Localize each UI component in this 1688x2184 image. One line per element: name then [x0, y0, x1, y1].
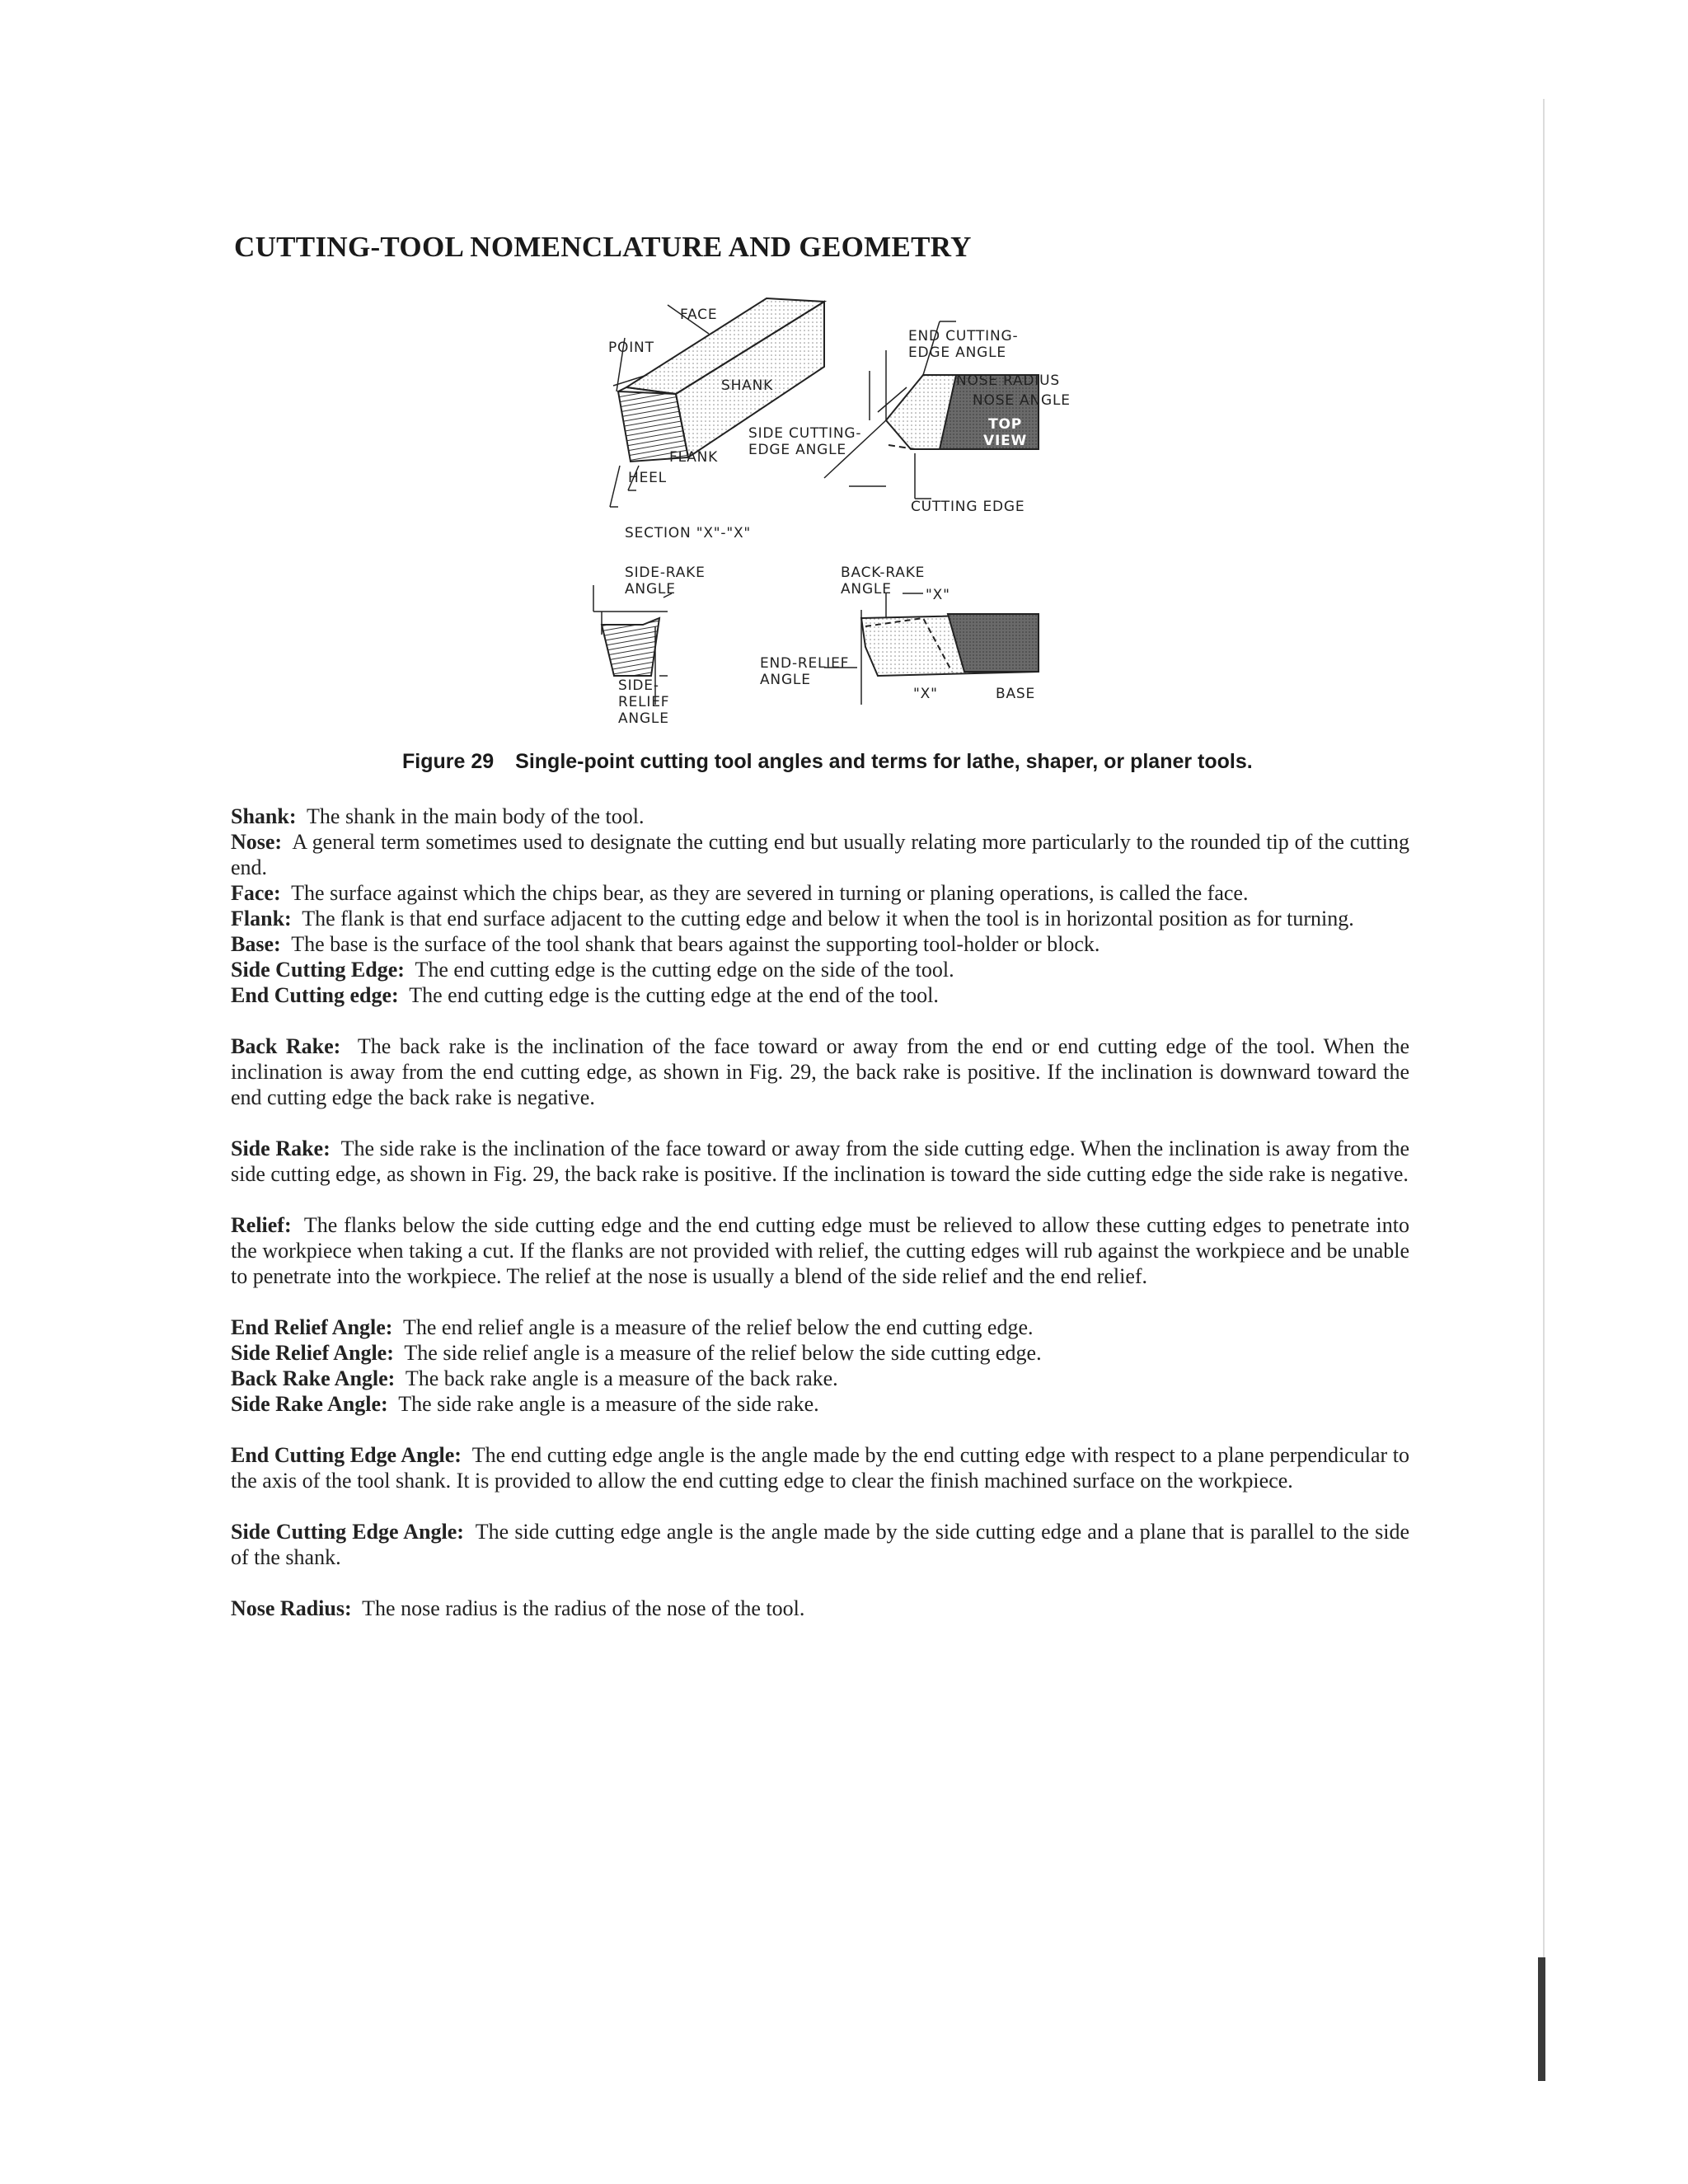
definition-text: The end cutting edge is the cutting edge at the end of the tool. — [409, 983, 939, 1007]
figure-caption — [402, 750, 1253, 774]
definition-text: The back rake angle is a measure of the back rake. — [405, 1366, 838, 1390]
label-side-relief-angle: SIDE- RELIEF ANGLE — [618, 677, 670, 727]
page-title: CUTTING-TOOL NOMENCLATURE AND GEOMETRY — [234, 231, 972, 263]
definition-term: Face: — [231, 881, 281, 905]
tool-diagram-figure — [577, 288, 1104, 733]
definition-term: End Cutting Edge Angle: — [231, 1443, 462, 1467]
definition-side-rake-angle — [231, 1391, 1409, 1417]
definition-back-rake-angle — [231, 1366, 1409, 1391]
label-nose-radius: NOSE RADIUS — [956, 373, 1060, 389]
page-edge-shadow — [1538, 1957, 1545, 2081]
definition-side-cutting-edge — [231, 957, 1409, 982]
paragraph-nose-radius — [231, 1596, 1409, 1621]
definition-text: A general term sometimes used to designate the cutting end but usually relating more particularly to the rounded tip of the cutting end. — [231, 830, 1409, 879]
definition-flank — [231, 906, 1409, 931]
definition-text: The end cutting edge is the cutting edge on the side of the tool. — [415, 958, 954, 982]
definition-term: Side Rake Angle: — [231, 1392, 388, 1416]
label-cutting-edge: CUTTING EDGE — [911, 499, 1025, 515]
figure-caption-text: Single-point cutting tool angles and terms for lathe, shaper, or planer tools. — [515, 750, 1253, 773]
label-section-xx: SECTION "X"-"X" — [625, 525, 752, 541]
label-side-cutting-edge-angle: SIDE CUTTING- EDGE ANGLE — [748, 425, 862, 458]
definition-text: The base is the surface of the tool shank that bears against the supporting tool-holder or block. — [291, 932, 1100, 956]
label-end-relief-angle: END-RELIEF ANGLE — [760, 655, 850, 688]
label-x-top: "X" — [926, 587, 950, 603]
definition-term: Side Cutting Edge Angle: — [231, 1520, 464, 1544]
paragraph-side-rake — [231, 1136, 1409, 1187]
label-base: BASE — [996, 686, 1036, 702]
definition-text: The flanks below the side cutting edge and the end cutting edge must be relieved to allow these cutting edges to penetrate into the workpiece when taking a cut. If the flanks are not provided with relief, the cutting edges will rub against the workpiece and be unable to penetrate into the workpiece. The relief at the nose is usually a blend of the side relief and the end relief. — [231, 1213, 1409, 1288]
label-point: POINT — [608, 340, 654, 356]
definition-term: Base: — [231, 932, 281, 956]
definition-side-relief-angle — [231, 1340, 1409, 1366]
definition-term: End Relief Angle: — [231, 1315, 393, 1339]
definition-text: The back rake is the inclination of the face toward or away from the end or end cutting edge of the tool. When the inclination is away from the end cutting edge, as shown in Fig. 29, the back rake is positive. If the inclination is downward toward the end cutting edge the back rake is negative. — [231, 1034, 1410, 1109]
definition-text: The side rake angle is a measure of the side rake. — [398, 1392, 819, 1416]
label-flank: FLANK — [669, 449, 719, 466]
definition-term: Side Relief Angle: — [231, 1341, 394, 1365]
figure-caption-number: Figure 29 — [402, 750, 495, 773]
definition-term: Nose: — [231, 830, 283, 854]
definition-term: Relief: — [231, 1213, 292, 1237]
definition-term: Side Cutting Edge: — [231, 958, 405, 982]
definition-text: The nose radius is the radius of the nose of the tool. — [362, 1596, 805, 1620]
definition-text: The surface against which the chips bear, as they are severed in turning or planing operations, is called the face. — [291, 881, 1249, 905]
label-back-rake-angle: BACK-RAKE ANGLE — [841, 565, 926, 598]
definitions-block — [231, 804, 1409, 1621]
label-face: FACE — [680, 307, 718, 323]
definition-nose — [231, 829, 1409, 880]
page-edge-line — [1543, 99, 1545, 2077]
definition-text: The flank is that end surface adjacent to the cutting edge and below it when the tool is in horizontal position as for turning. — [302, 907, 1354, 930]
definition-end-cutting-edge — [231, 982, 1409, 1008]
definition-term: Back Rake: — [231, 1034, 341, 1058]
paragraph-back-rake — [231, 1033, 1409, 1110]
label-nose-angle: NOSE ANGLE — [973, 392, 1071, 409]
label-shank: SHANK — [721, 377, 774, 394]
definition-term: Side Rake: — [231, 1137, 331, 1160]
label-side-rake-angle: SIDE-RAKE ANGLE — [625, 565, 706, 598]
paragraph-relief — [231, 1212, 1409, 1289]
definition-base — [231, 931, 1409, 957]
definition-term: End Cutting edge: — [231, 983, 399, 1007]
label-heel: HEEL — [628, 470, 667, 486]
definition-term: Flank: — [231, 907, 292, 930]
definition-face — [231, 880, 1409, 906]
label-x-bottom: "X" — [913, 686, 938, 702]
definition-term: Shank: — [231, 804, 297, 828]
definition-shank — [231, 804, 1409, 829]
definition-text: The shank in the main body of the tool. — [307, 804, 645, 828]
definition-text: The end cutting edge angle is the angle made by the end cutting edge with respect to a plane perpendicular to the axis of the tool shank. It is provided to allow the end cutting edge to clear the finish machined surface on the workpiece. — [231, 1443, 1409, 1493]
definition-text: The end relief angle is a measure of the relief below the end cutting edge. — [402, 1315, 1034, 1339]
definition-end-relief-angle — [231, 1315, 1409, 1340]
paragraph-end-cutting-edge-angle — [231, 1442, 1409, 1493]
definition-term: Nose Radius: — [231, 1596, 352, 1620]
label-end-cutting-edge-angle: END CUTTING- EDGE ANGLE — [908, 328, 1019, 361]
definition-text: The side rake is the inclination of the face toward or away from the side cutting edge. When the inclination is away from the side cutting edge, as shown in Fig. 29, the back rake is positive. If the inclination is toward the side cutting edge the side rake is negative. — [231, 1137, 1410, 1186]
definition-text: The side relief angle is a measure of the relief below the side cutting edge. — [404, 1341, 1042, 1365]
definition-text: The side cutting edge angle is the angle made by the side cutting edge and a plane that is parallel to the side of the shank. — [231, 1520, 1409, 1569]
definition-term: Back Rake Angle: — [231, 1366, 396, 1390]
paragraph-side-cutting-edge-angle — [231, 1519, 1409, 1570]
label-top-view: TOP VIEW — [983, 416, 1028, 449]
